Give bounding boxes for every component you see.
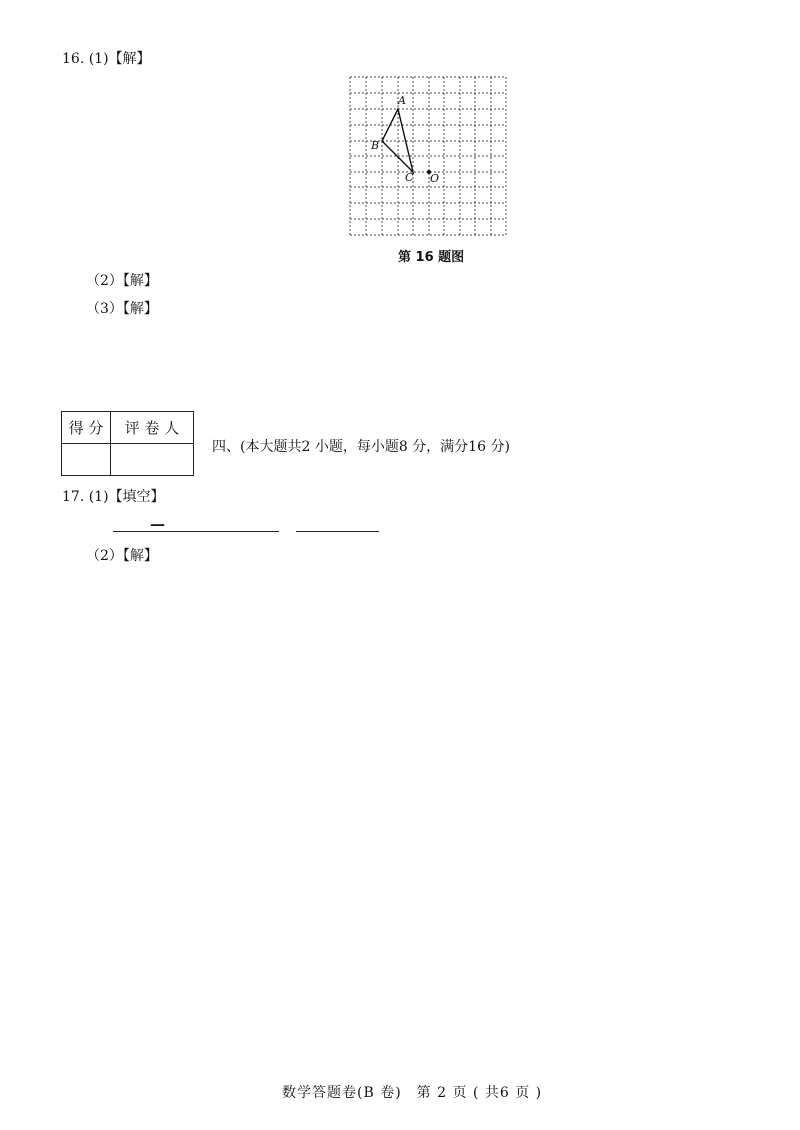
blank-dash-mark: — <box>150 515 165 533</box>
q16-part2-label: （2）【解】 <box>86 273 158 289</box>
page-footer: 数学答题卷(B 卷) 第 2 页 ( 共6 页 ) <box>282 1085 543 1101</box>
q16-grid-figure <box>349 76 507 236</box>
label-b: B <box>371 139 380 152</box>
grader-cell[interactable] <box>111 444 194 476</box>
score-table <box>61 411 194 476</box>
q17-part1-label: 17. (1)【填空】 <box>62 489 165 505</box>
grid-lines <box>350 77 506 235</box>
label-c: C <box>405 171 414 184</box>
label-a: A <box>398 94 406 107</box>
answer-blank-1[interactable] <box>113 531 279 532</box>
answer-blank-2[interactable] <box>296 531 379 532</box>
q17-part2-label: （2）【解】 <box>86 548 158 564</box>
section4-heading: 四、(本大题共2 小题，每小题8 分，满分16 分) <box>212 439 510 455</box>
score-cell[interactable] <box>62 444 111 476</box>
score-header: 得 分 <box>62 412 111 444</box>
grader-header: 评 卷 人 <box>111 412 194 444</box>
label-o: O <box>430 172 440 185</box>
q16-part1-label: 16. (1)【解】 <box>62 51 151 67</box>
q16-part3-label: （3）【解】 <box>86 301 158 317</box>
figure-caption: 第 16 题图 <box>398 250 465 265</box>
